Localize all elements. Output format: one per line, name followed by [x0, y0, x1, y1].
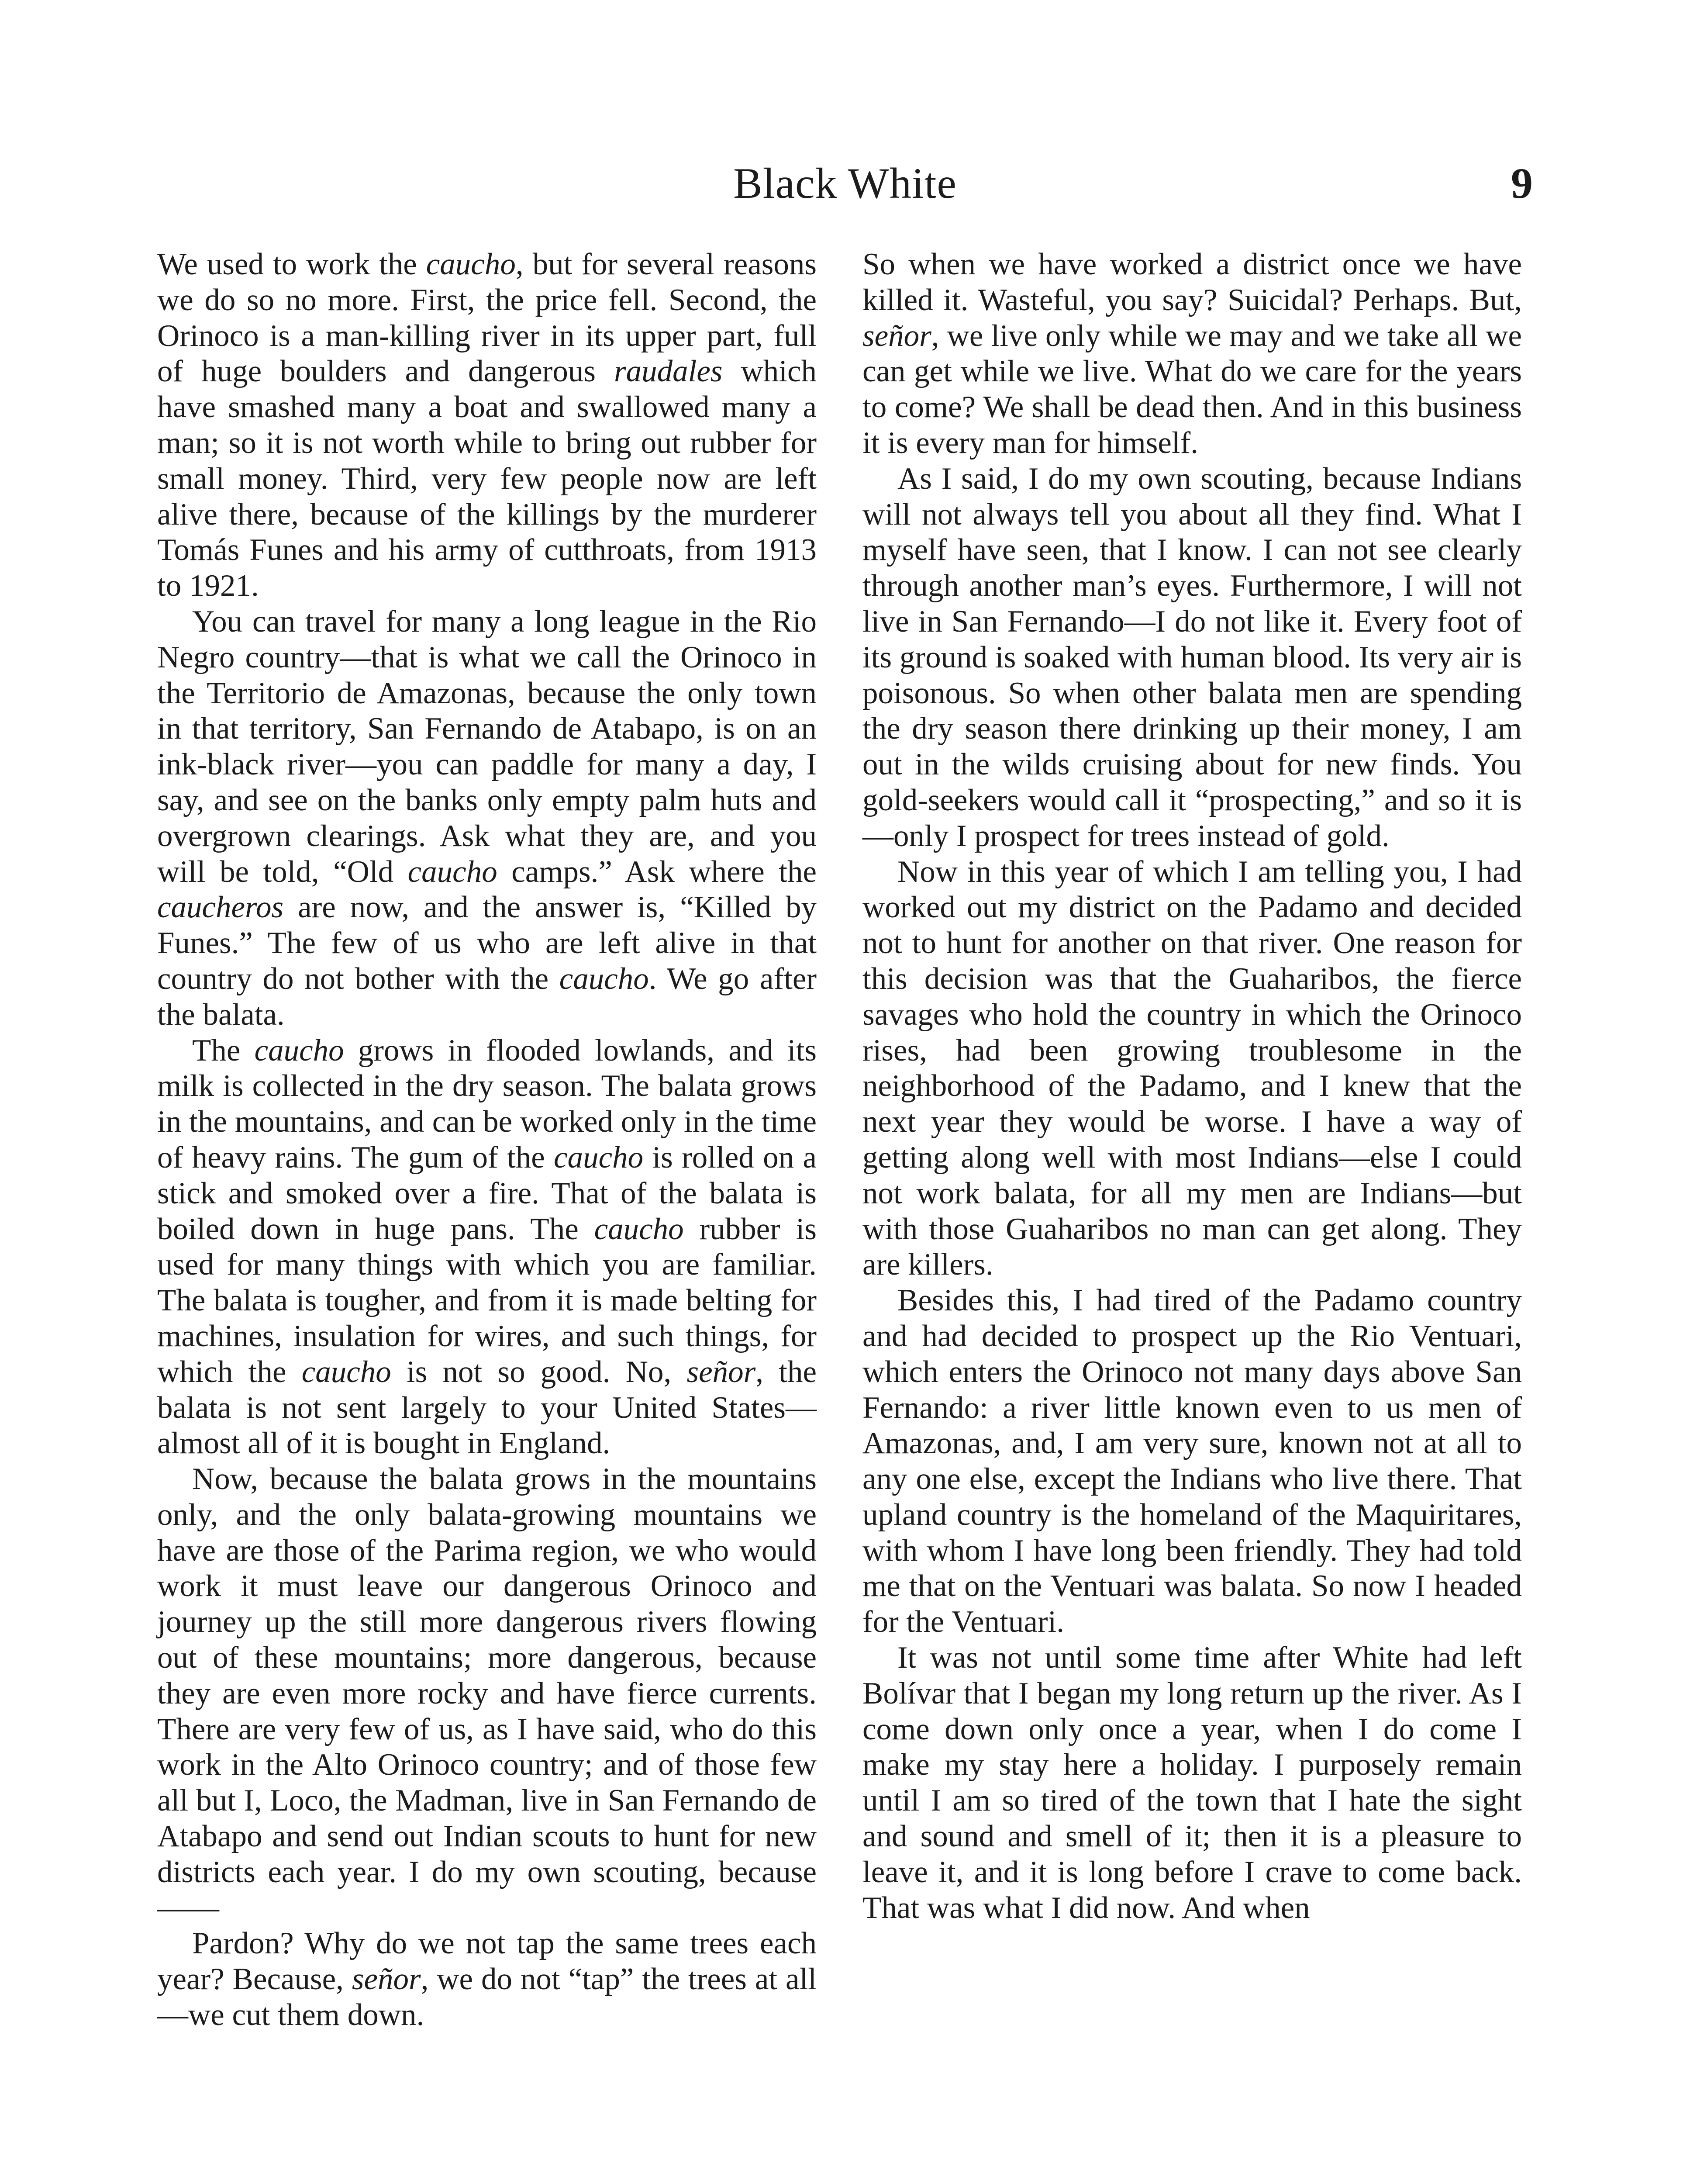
paragraph: It was not until some time after White had left Bolívar that I began my long return up the river. As I come down only once a year, when I do come I make my stay here a holiday. I purposely remain until I am so tired of the town that I hate the sight and sound and smell of it; then it is a pleasure to leave it, and it is long before I crave to come back. That was what I did now. And when: [862, 1641, 1522, 1925]
paragraph: Now in this year of which I am telling you, I had worked out my district on the Padamo and decided not to hunt for another on that river. One reason for this decision was that the Guaharibos, the fierce savages who hold the country in which the Orinoco rises, had been growing troublesome in the neighborhood of the Padamo, and I knew that the next year they would be worse. I have a way of getting along well with most Indians—else I could not work balata, for all my men are Indians—but with those Guaharibos no man can get along. They are killers.: [862, 854, 1522, 1282]
paragraph: So when we have worked a district once we have killed it. Wasteful, you say? Suicidal? Perhaps. But, señor, we live only while we may and we take all we can get while we live. What do we care for the years to come? We shall be dead then. And in this business it is every man for himself.: [862, 247, 1522, 460]
page-number: 9: [1511, 159, 1533, 207]
page-header: [157, 151, 1533, 216]
paragraph: We used to work the caucho, but for several reasons we do so no more. First, the price fell. Second, the Orinoco is a man-killing river in its upper part, full of huge boulders and dangerous raudales which have smashed many a boat and swallowed many a man; so it is not worth while to bring out rubber for small money. Third, very few people now are left alive there, because of the killings by the murderer Tomás Funes and his army of cutthroats, from 1913 to 1921.: [157, 247, 817, 603]
paragraph: Now, because the balata grows in the mountains only, and the only balata-growing mountains we have are those of the Parima region, we who would work it must leave our dangerous Orinoco and journey up the still more dangerous rivers flowing out of these mountains; more dangerous, because they are even more rocky and have fierce currents. There are very few of us, as I have said, who do this work in the Alto Orinoco country; and of those few all but I, Loco, the Madman, live in San Fernando de Atabapo and send out Indian scouts to hunt for new districts each year. I do my own scouting, because——: [157, 1462, 817, 1925]
paragraph: As I said, I do my own scouting, because Indians will not always tell you about all they find. What I myself have seen, that I know. I can not see clearly through another man’s eyes. Furthermore, I will not live in San Fernando—I do not like it. Every foot of its ground is soaked with human blood. Its very air is poisonous. So when other balata men are spending the dry season there drinking up their money, I am out in the wilds cruising about for new finds. You gold-seekers would call it “prospecting,” and so it is—only I prospect for trees instead of gold.: [862, 461, 1522, 853]
paragraph: Pardon? Why do we not tap the same trees each year? Because, señor, we do not “tap” the trees at all—we cut them down.: [157, 1926, 817, 2032]
paragraph: The caucho grows in flooded lowlands, and its milk is collected in the dry season. The balata grows in the mountains, and can be worked only in the time of heavy rains. The gum of the caucho is rolled on a stick and smoked over a fire. That of the balata is boiled down in huge pans. The caucho rubber is used for many things with which you are familiar. The balata is tougher, and from it is made belting for machines, insulation for wires, and such things, for which the caucho is not so good. No, señor, the balata is not sent largely to your United States—almost all of it is bought in England.: [157, 1033, 817, 1461]
paragraph: You can travel for many a long league in the Rio Negro country—that is what we call the Orinoco in the Territorio de Amazonas, because the only town in that territory, San Fernando de Atabapo, is on an ink-black river—you can paddle for many a day, I say, and see on the banks only empty palm huts and overgrown clearings. Ask what they are, and you will be told, “Old caucho camps.” Ask where the caucheros are now, and the answer is, “Killed by Funes.” The few of us who are left alive in that country do not bother with the caucho. We go after the balata.: [157, 604, 817, 1032]
right-column: [862, 247, 1522, 1926]
paragraph: Besides this, I had tired of the Padamo country and had decided to prospect up the Rio Ventuari, which enters the Orinoco not many days above San Fernando: a river little known even to us men of Amazonas, and, I am very sure, known not at all to any one else, except the Indians who live there. That upland country is the homeland of the Maquiritares, with whom I have long been friendly. They had told me that on the Ventuari was balata. So now I headed for the Ventuari.: [862, 1283, 1522, 1639]
left-column: [157, 247, 817, 2033]
running-title: Black White: [733, 159, 957, 207]
